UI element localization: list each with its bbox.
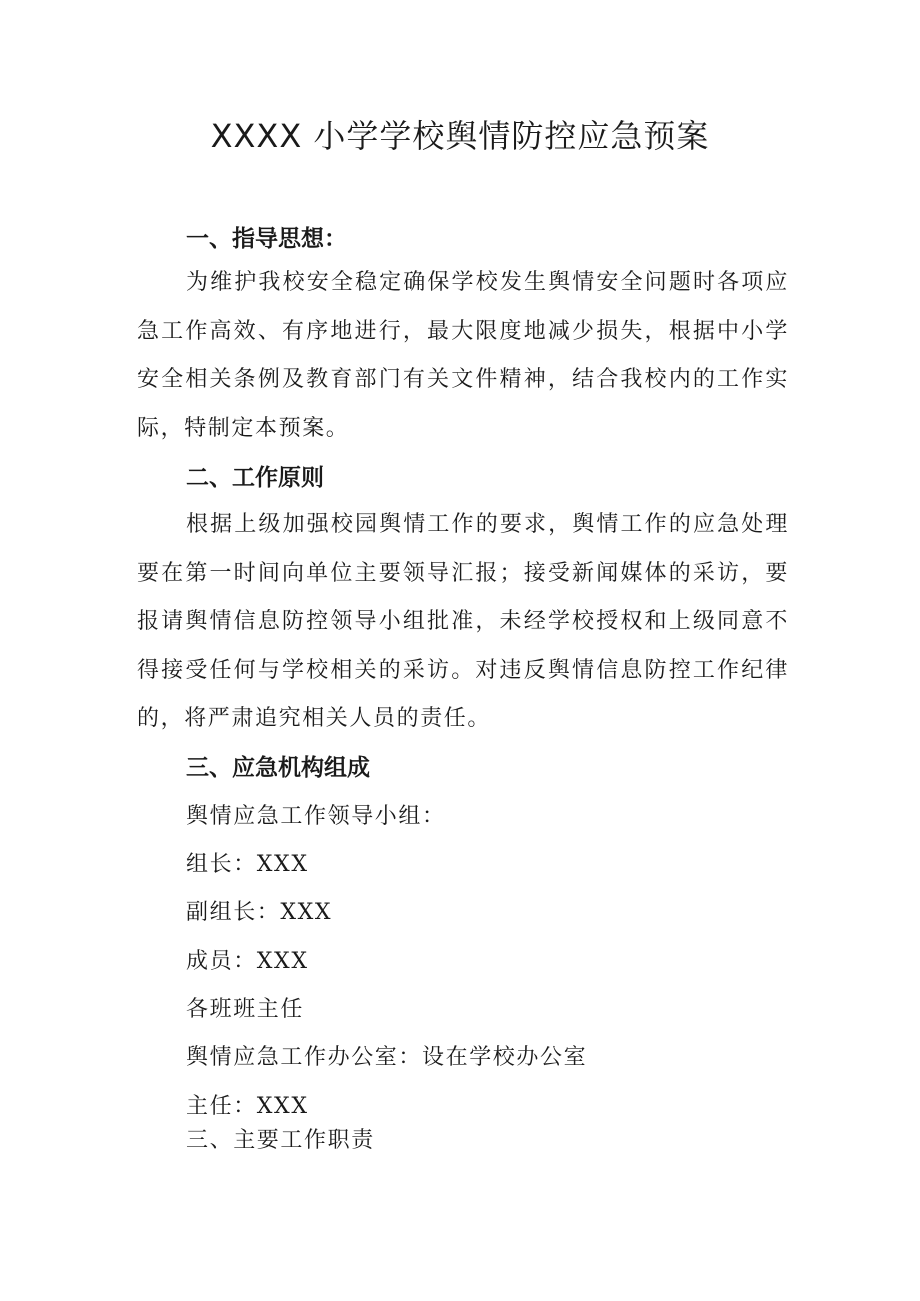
section-heading-emergency-organization: 三、应急机构组成 — [186, 755, 370, 781]
org-line-members: 成员：XXX — [186, 949, 309, 974]
org-line-office-director: 主任：XXX — [186, 1094, 309, 1119]
org-line-deputy-leader: 副组长：XXX — [186, 900, 333, 925]
section-body-guiding-ideology: 为维护我校安全稳定确保学校发生舆情安全问题时各项应急工作高效、有序地进行，最大限度地减少损失，根据中小学安全相关条例及教育部门有关文件精神，结合我校内的工作实际，特制定本预案。 — [137, 270, 789, 441]
section-body-work-principles: 根据上级加强校园舆情工作的要求，舆情工作的应急处理要在第一时间向单位主要领导汇报；接受新闻媒体的采访，要报请舆情信息防控领导小组批准，未经学校授权和上级同意不得接受任何与学校相关的采访。对违反舆情信息防控工作纪律的，将严肃追究相关人员的责任。 — [137, 512, 789, 731]
section-heading-main-duties: 三、主要工作职责 — [186, 1128, 375, 1153]
org-line-office: 舆情应急工作办公室：设在学校办公室 — [186, 1045, 588, 1070]
org-line-class-teachers: 各班班主任 — [186, 997, 305, 1022]
org-line-leading-group: 舆情应急工作领导小组： — [186, 804, 446, 829]
section-heading-guiding-ideology: 一、指导思想： — [186, 226, 347, 252]
section-heading-work-principles: 二、工作原则 — [186, 465, 324, 491]
document-title: XXXX 小学学校舆情防控应急预案 — [210, 117, 710, 155]
org-line-group-leader: 组长：XXX — [186, 852, 309, 877]
